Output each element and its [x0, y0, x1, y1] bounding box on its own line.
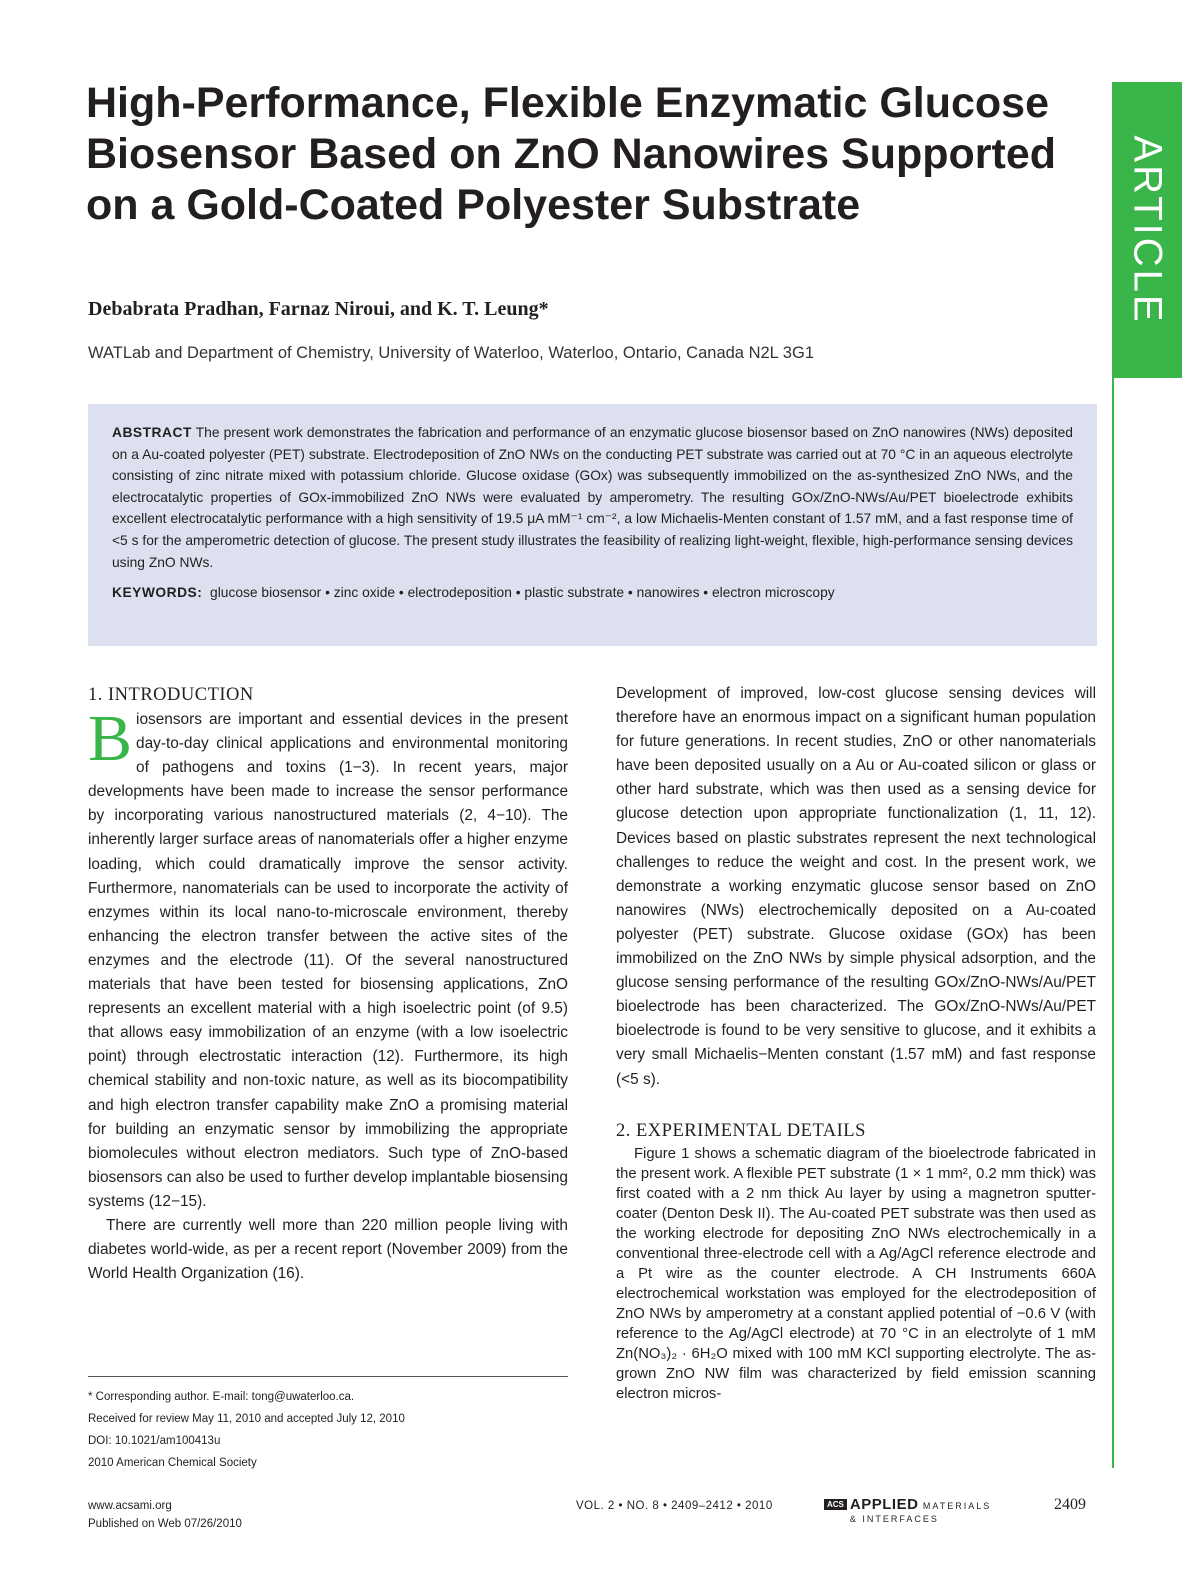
right-column	[616, 682, 1096, 1404]
logo-materials-text: MATERIALS	[922, 1501, 992, 1511]
abstract-box	[88, 404, 1097, 646]
published-date: Published on Web 07/26/2010	[88, 1518, 242, 1530]
abstract-label: ABSTRACT	[112, 425, 192, 440]
affiliation: WATLab and Department of Chemistry, University of Waterloo, Waterloo, Ontario, Canada N2L 3G1	[88, 344, 814, 362]
journal-logo	[824, 1496, 991, 1524]
side-rule	[1112, 378, 1114, 1468]
keywords	[112, 585, 1073, 600]
intro-paragraph-1-text: iosensors are important and essential devices in the present day-to-day clinical applications and environmental monitoring of pathogens and toxins (1−3). In recent years, major developments have been made to increase the sensor performance by incorporating various nanostructured materials (2, 4−10). The inherently larger surface areas of nanomaterials offer a higher enzyme loading, which could dramatically improve the sensor activity. Furthermore, nanomaterials can be used to incorporate the activity of enzymes within its local nano-to-microscale environment, thereby enhancing the electron transfer between the active sites of the enzymes and the electrode (11). Of the several nanostructured materials that have been tested for biosensing applications, ZnO represents an excellent material with a high isoelectric point (of 9.5) that allows easy immobilization of an enzyme (with a low isoelectric point) through electrostatic interaction (12). Furthermore, its high chemical stability and non-toxic nature, as well as its biocompatibility and high electron transfer capability make ZnO a promising material for building an enzymatic sensor by immobilizing the appropriate biomolecules without electron mediators. Such type of ZnO-based biosensors can also be used to further develop implantable biosensing systems (12−15).	[88, 711, 568, 1210]
logo-interfaces-text: & INTERFACES	[849, 1514, 939, 1524]
footnote-doi: DOI: 10.1021/am100413u	[88, 1435, 221, 1447]
page-number: 2409	[1054, 1496, 1086, 1513]
intro-paragraph-1	[88, 702, 568, 1214]
footnotes	[88, 1386, 405, 1474]
left-column	[88, 682, 568, 1286]
drop-cap: B	[88, 702, 133, 775]
volume-info: VOL. 2 • NO. 8 • 2409–2412 • 2010	[576, 1500, 773, 1512]
footnote-rule	[88, 1376, 568, 1377]
article-side-tab	[1112, 82, 1182, 378]
keywords-label: KEYWORDS:	[112, 585, 203, 601]
footnote-copyright: 2010 American Chemical Society	[88, 1457, 257, 1469]
journal-site-link[interactable]: www.acsami.org	[88, 1500, 172, 1512]
footnote-corresponding: * Corresponding author. E-mail: tong@uwaterloo.ca.	[88, 1391, 355, 1403]
acs-badge: ACS	[824, 1499, 847, 1510]
abstract	[112, 422, 1073, 573]
footnote-received: Received for review May 11, 2010 and accepted July 12, 2010	[88, 1413, 405, 1425]
abstract-body: The present work demonstrates the fabrication and performance of an enzymatic glucose biosensor based on ZnO nanowires (NWs) deposited on a Au-coated polyester (PET) substrate. Electrodeposition of ZnO NWs on the conducting PET substrate was carried out at 70 °C in an aqueous electrolyte consisting of zinc nitrate mixed with potassium chloride. Glucose oxidase (GOx) was subsequently immobilized on the as-synthesized ZnO NWs, and the electrocatalytic properties of GOx-immobilized ZnO NWs were evaluated by amperometry. The resulting GOx/ZnO-NWs/Au/PET bioelectrode exhibits excellent electrocatalytic performance with a high sensitivity of 19.5 μA mM⁻¹ cm⁻², a low Michaelis-Menten constant of 1.57 mM, and a fast response time of <5 s for the amperometric detection of glucose. The present study illustrates the feasibility of realizing light-weight, flexible, high-performance sensing devices using ZnO NWs.	[112, 425, 1073, 570]
experimental-heading: 2. EXPERIMENTAL DETAILS	[616, 1120, 866, 1141]
introduction-heading: 1. INTRODUCTION	[88, 685, 254, 705]
article-tab-label: ARTICLE	[1125, 135, 1170, 325]
intro-paragraph-2: There are currently well more than 220 million people living with diabetes world-wide, as per a recent report (November 2009) from the World Health Organization (16).	[88, 1216, 568, 1283]
author-list: Debabrata Pradhan, Farnaz Niroui, and K. T. Leung*	[88, 298, 549, 320]
logo-applied-text: APPLIED	[849, 1496, 919, 1513]
keywords-list: glucose biosensor • zinc oxide • electrodeposition • plastic substrate • nanowires • electron microscopy	[210, 585, 835, 601]
experimental-paragraph: Figure 1 shows a schematic diagram of the bioelectrode fabricated in the present work. A flexible PET substrate (1 × 1 mm², 0.2 mm thick) was first coated with a 2 nm thick Au layer by using a magnetron sputter-coater (Denton Desk II). The Au-coated PET substrate was then used as the working electrode for depositing ZnO NWs electrochemically in a conventional three-electrode cell with a Ag/AgCl reference electrode and a Pt wire as the counter electrode. A CH Instruments 660A electrochemical workstation was employed for the electrodeposition of ZnO NWs by amperometry at a constant applied potential of −0.6 V (with reference to the Ag/AgCl electrode) at 70 °C in an electrolyte of 1 mM Zn(NO₃)₂ · 6H₂O mixed with 100 mM KCl supporting electrolyte. The as-grown ZnO NW film was characterized by field emission scanning electron micros-	[616, 1145, 1096, 1402]
paper-title: High-Performance, Flexible Enzymatic Glucose Biosensor Based on ZnO Nanowires Supported on a Gold-Coated Polyester Substrate	[86, 79, 1057, 229]
intro-paragraph-3: Development of improved, low-cost glucose sensing devices will therefore have an enormous impact on a significant human population for future generations. In recent studies, ZnO or other nanomaterials have been deposited usually on a Au or Au-coated silicon or glass or other hard substrate, which was then used as a sensing device for glucose detection upon appropriate functionalization (1, 11, 12). Devices based on plastic substrates represent the next technological challenges to reduce the weight and cost. In the present work, we demonstrate a working enzymatic glucose sensor based on ZnO nanowires (NWs) electrochemically deposited on a Au-coated polyester (PET) substrate. Glucose oxidase (GOx) has been immobilized on the ZnO NWs by simple physical adsorption, and the glucose sensing performance of the resulting GOx/ZnO-NWs/Au/PET bioelectrode has been characterized. The GOx/ZnO-NWs/Au/PET bioelectrode is found to be very sensitive to glucose, and it exhibits a very small Michaelis−Menten constant (1.57 mM) and fast response (<5 s).	[616, 685, 1096, 1088]
